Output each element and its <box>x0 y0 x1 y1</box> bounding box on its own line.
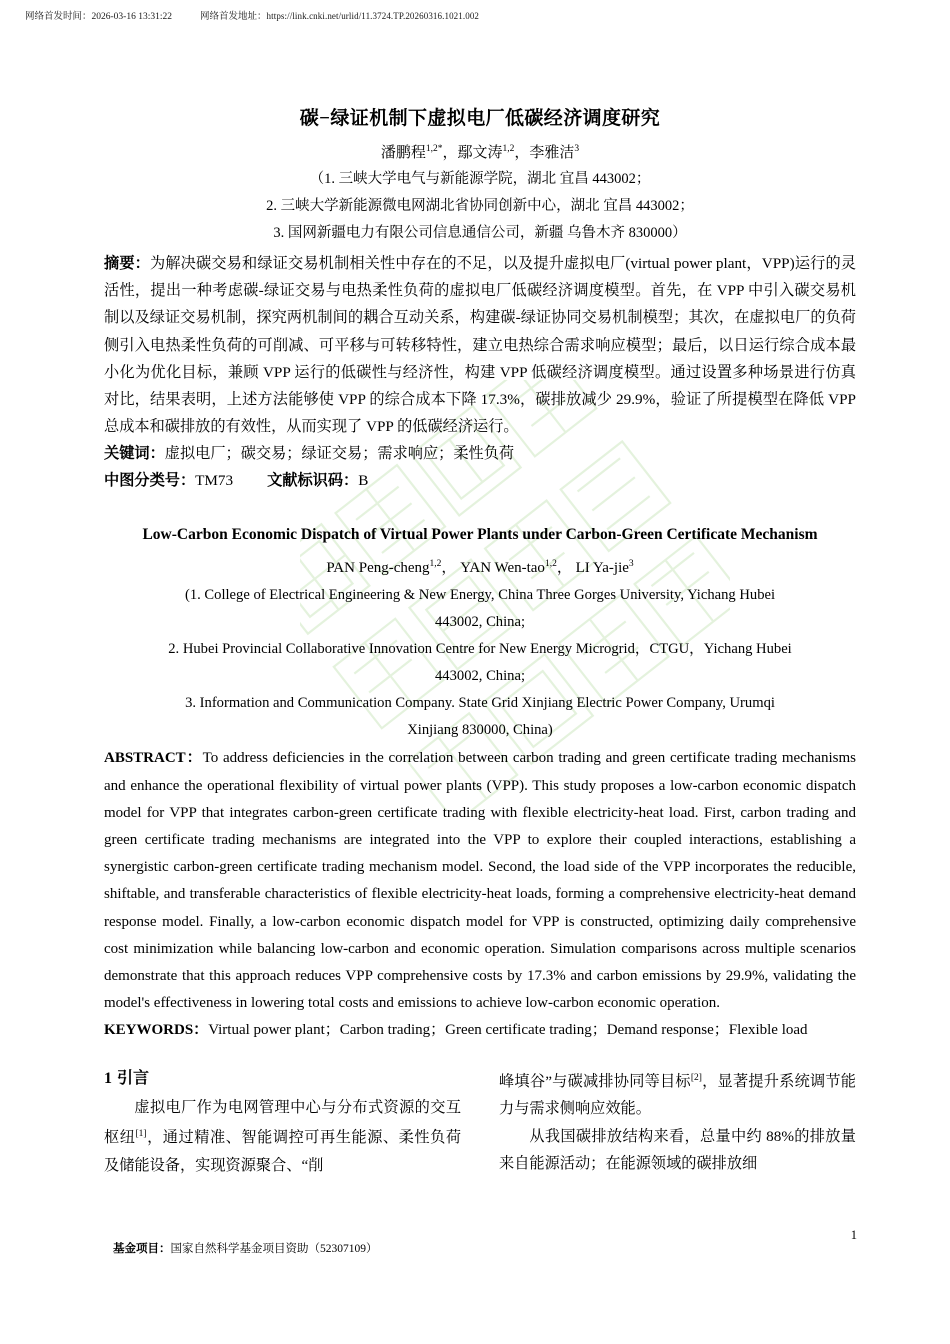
reference-marker-2[interactable]: [2] <box>690 1072 702 1083</box>
author-sep-1: ， <box>442 145 458 161</box>
chinese-keywords-label: 关键词： <box>104 445 165 463</box>
english-affiliation-line-5: 3. Information and Communication Company. State Grid Xinjiang Electric Power Company, Urumqi <box>185 695 775 712</box>
english-author-3-sup: 3 <box>628 559 634 570</box>
english-abstract-label: ABSTRACT： <box>104 750 203 767</box>
publish-url-label: 网络首发地址： <box>200 12 267 22</box>
chinese-keywords <box>104 440 856 467</box>
chinese-affiliation-3: 3. 国网新疆电力有限公司信息通信公司，新疆 乌鲁木齐 830000） <box>273 225 687 241</box>
english-author-2-sup: 1,2 <box>544 559 557 570</box>
clc-label: 中图分类号： <box>104 472 196 490</box>
english-title: Low-Carbon Economic Dispatch of Virtual Power Plants under Carbon-Green Certificate Mechanism <box>142 526 818 544</box>
chinese-author-3-sup: 3 <box>574 144 580 154</box>
chinese-keywords-text: 虚拟电厂；碳交易；绿证交易；需求响应；柔性负荷 <box>164 445 515 463</box>
intro-text-b: ，通过精准、智能调控可再生能源、柔性负荷及储能设备，实现资源聚合、“削 <box>104 1129 462 1174</box>
section-title: 引言 <box>117 1069 150 1087</box>
chinese-author-1: 潘鹏程 <box>380 145 426 161</box>
intro-paragraph-right-2: 从我国碳排放结构来看，总量中约 88%的排放量来自能源活动；在能源领域的碳排放细 <box>499 1127 856 1173</box>
chinese-classification-line <box>104 467 856 494</box>
reference-marker-1[interactable]: [1] <box>135 1129 147 1140</box>
english-author-list <box>104 551 856 582</box>
chinese-author-list <box>104 136 856 166</box>
chinese-affiliation-2: 2. 三峡大学新能源微电网湖北省协同创新中心，湖北 宜昌 443002； <box>266 198 694 214</box>
fund-footnote <box>113 1240 378 1258</box>
fund-label: 基金项目： <box>113 1243 171 1255</box>
en-author-sep-2: ， <box>556 560 576 577</box>
chinese-abstract <box>104 250 856 440</box>
publish-url-value[interactable]: https://link.cnki.net/urlid/11.3724.TP.20260316.1021.002 <box>266 11 480 21</box>
body-columns <box>104 1065 856 1180</box>
en-author-sep-1: ， <box>441 560 461 577</box>
intro-text-d: ，显著提升系统调节能力与需求侧响应效能。 <box>499 1072 856 1118</box>
body-column-left <box>104 1065 461 1180</box>
chinese-title: 碳−绿证机制下虚拟电厂低碳经济调度研究 <box>299 108 661 129</box>
english-affiliation-line-3: 2. Hubei Provincial Collaborative Innovation Centre for New Energy Microgrid，CTGU，Yichang Hubei <box>168 641 792 658</box>
body-column-right <box>499 1065 856 1180</box>
intro-paragraph-left <box>104 1094 461 1180</box>
author-sep-2: ， <box>514 145 530 161</box>
section-heading-introduction <box>104 1065 461 1093</box>
chinese-affiliation-1: （1. 三峡大学电气与新能源学院，湖北 宜昌 443002； <box>309 171 651 187</box>
english-affiliation-line-4: 443002, China; <box>435 668 525 685</box>
english-keywords-label: KEYWORDS： <box>104 1022 209 1039</box>
english-keywords-text: Virtual power plant；Carbon trading；Green certificate trading；Demand response；Flexible load <box>208 1022 808 1039</box>
english-affiliation-line-1: (1. College of Electrical Engineering & New Energy, China Three Gorges University, Yichang Hubei <box>184 587 776 604</box>
section-number: 1 <box>104 1069 112 1087</box>
english-author-2: YAN Wen-tao <box>460 560 545 577</box>
doc-code-value: B <box>358 472 369 490</box>
intro-text-c: 峰填谷”与碳减排协同等目标 <box>499 1072 691 1090</box>
doc-code-label: 文献标识码： <box>267 472 359 490</box>
cnki-first-publish-header <box>0 0 950 24</box>
english-author-1: PAN Peng-cheng <box>326 560 430 577</box>
publish-time-value: 2026-03-16 13:31:22 <box>91 12 172 22</box>
chinese-abstract-text: 为解决碳交易和绿证交易机制相关性中存在的不足，以及提升虚拟电厂(virtual power plant，VPP)运行的灵活性，提出一种考虑碳-绿证交易与电热柔性负荷的虚拟电厂低碳经济调度模型。首先，在 VPP 中引入碳交易机制以及绿证交易机制，探究两机制间的耦合互动关系，构建碳-绿证协同交易机制模型；其次，在虚拟电厂的负荷侧引入电热柔性负荷的可削减、可平移与可转移特性，建立电热综合需求响应模型；最后，以日运行综合成本最小化为优化目标，兼顾 VPP 运行的低碳性与经济性，构建 VPP 低碳经济调度模型。通过设置多种场景进行仿真对比，结果表明，上述方法能够使 VPP 的综合成本下降 17.3%，碳排放减少 29.9%，验证了所提模型在降低 VPP 总成本和碳排放的有效性，从而实现了 VPP 的低碳经济运行。 <box>104 255 857 436</box>
intro-text-a: 虚拟电厂作为电网管理中心与分布式资源的交互枢纽 <box>104 1098 461 1147</box>
page-number: 1 <box>850 1228 857 1242</box>
chinese-author-1-sup: 1,2* <box>425 144 443 154</box>
clc-value: TM73 <box>195 472 234 490</box>
english-abstract <box>104 745 856 1017</box>
chinese-abstract-label: 摘要： <box>104 255 151 272</box>
english-keywords <box>104 1017 856 1044</box>
english-affiliation-line-2: 443002, China; <box>435 614 525 631</box>
chinese-author-2: 鄢文涛 <box>457 145 503 161</box>
chinese-author-3: 李雅洁 <box>529 145 575 161</box>
english-affiliation-line-6: Xinjiang 830000, China) <box>407 722 553 739</box>
intro-paragraph-right-cont <box>499 1065 856 1123</box>
english-abstract-text: To address deficiencies in the correlation between carbon trading and green certificate trading mechanisms and enhance the operational flexibility of virtual power plants (VPP). This study proposes a low-carbon economic dispatch model for VPP that integrates carbon-green certificate trading with flexible electricity-heat load. First, carbon trading and green certificate trading mechanisms are integrated into the VPP to explore their coupled interactions, establishing a synergistic carbon-green certificate trading mechanism model. Second, the load side of the VPP incorporates the reducible, shiftable, and transferable characteristics of flexible electricity-heat loads, forming a comprehensive electricity-heat demand response model. Finally, a low-carbon economic dispatch model for VPP is constructed, optimizing daily comprehensive cost minimization while balancing low-carbon and economic operation. Simulation comparisons across multiple scenarios demonstrate that this approach reduces VPP comprehensive costs by 17.3% and carbon emissions by 29.9%, validating the model's effectiveness in lowering total costs and emissions to achieve low-carbon economic operation. <box>104 750 857 1012</box>
publish-time-label: 网络首发时间： <box>25 12 92 22</box>
paper-content <box>104 104 856 1179</box>
fund-text: 国家自然科学基金项目资助（52307109） <box>170 1243 378 1255</box>
english-author-1-sup: 1,2 <box>429 559 442 570</box>
english-author-3: LI Ya-jie <box>575 560 629 577</box>
chinese-author-2-sup: 1,2 <box>502 144 515 154</box>
